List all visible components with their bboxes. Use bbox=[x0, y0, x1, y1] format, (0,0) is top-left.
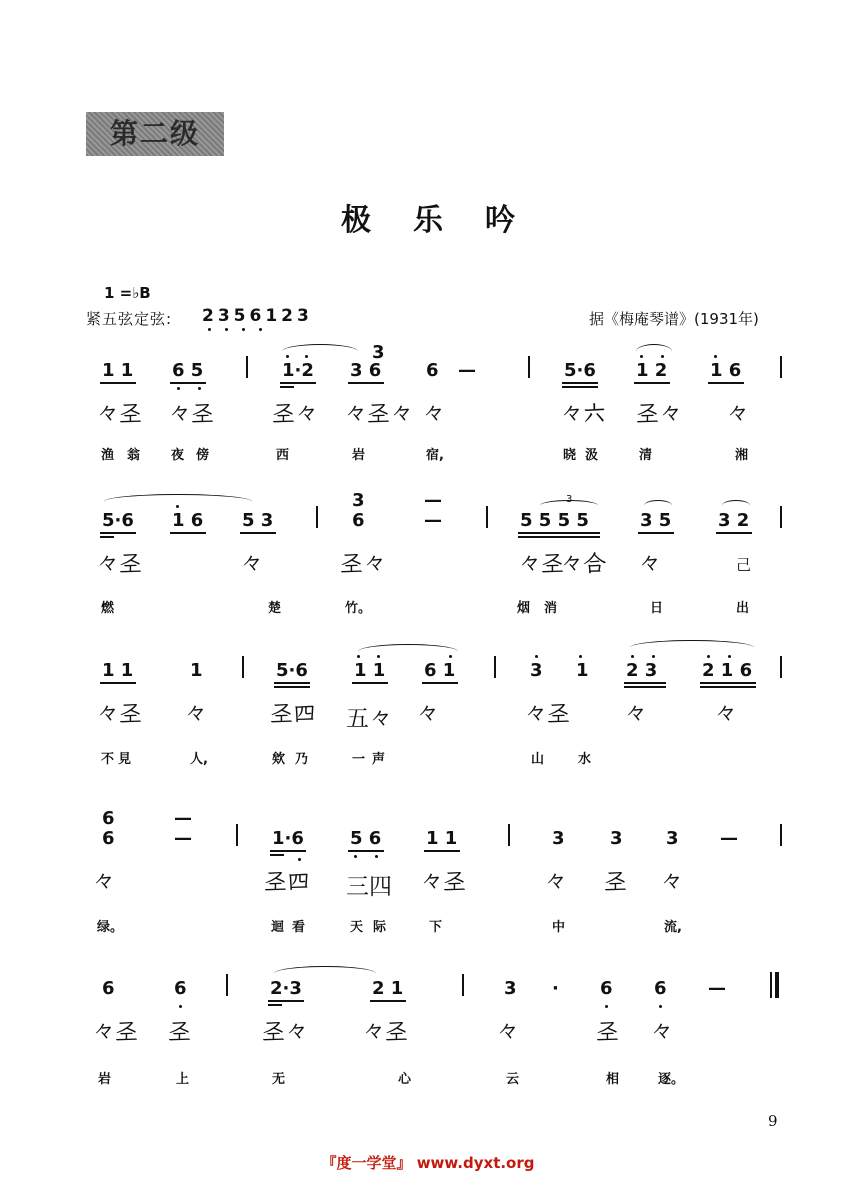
beam bbox=[348, 850, 384, 852]
note: 5 5 5 5 bbox=[520, 510, 589, 531]
note: 5 3 bbox=[242, 510, 274, 531]
octave-dot bbox=[179, 1005, 182, 1008]
beam bbox=[634, 382, 670, 384]
beam bbox=[274, 682, 310, 684]
tablature-glyph: 𢀖𠚤 bbox=[272, 401, 318, 427]
tablature-glyph: 𠚤 bbox=[240, 551, 263, 577]
note: — bbox=[174, 808, 192, 829]
lyric: 宿, bbox=[426, 448, 444, 463]
beam bbox=[100, 382, 136, 384]
lyric: 清 bbox=[639, 448, 653, 463]
tablature-glyph: 𠚤 bbox=[726, 401, 749, 427]
octave-dot bbox=[631, 655, 634, 658]
beam bbox=[370, 1000, 406, 1002]
note: 6 bbox=[102, 828, 115, 849]
slur bbox=[274, 966, 376, 981]
tablature-glyph: 𠚤𢀖 bbox=[362, 1019, 408, 1045]
lyric: 中 bbox=[552, 920, 566, 935]
beam bbox=[624, 686, 666, 688]
lyric: 水 bbox=[578, 752, 592, 767]
lyric: 心 bbox=[398, 1072, 412, 1087]
tablature-glyph: 𠚤 bbox=[496, 1019, 519, 1045]
beam bbox=[100, 532, 136, 534]
beam bbox=[270, 854, 284, 856]
octave-dot bbox=[259, 328, 262, 331]
octave-dot bbox=[298, 858, 301, 861]
tablature-glyph: 𢀖𠚤 bbox=[262, 1019, 308, 1045]
tablature-glyph: 𠚤𢀖𠚤 bbox=[344, 401, 413, 427]
bar-line bbox=[780, 656, 782, 678]
lyric: 下 bbox=[429, 920, 443, 935]
beam bbox=[270, 850, 306, 852]
tablature-glyph: 𠚤 bbox=[638, 551, 661, 577]
tablature-glyph: 𢀖𠚤 bbox=[636, 401, 682, 427]
note: 6 bbox=[102, 978, 115, 999]
note: 3 bbox=[666, 828, 679, 849]
note: 6 bbox=[426, 360, 439, 381]
octave-dot bbox=[198, 387, 201, 390]
note: — bbox=[458, 360, 476, 381]
note: 5·6 bbox=[276, 660, 308, 681]
beam bbox=[518, 532, 600, 534]
lyric: 湘 bbox=[735, 448, 749, 463]
lyric: 傍 bbox=[196, 448, 210, 463]
tablature-glyph: 𠚤 bbox=[422, 401, 445, 427]
note: 1 1 bbox=[426, 828, 458, 849]
lyric: 流, bbox=[664, 920, 682, 935]
lyric: 乃 bbox=[295, 752, 309, 767]
lyric: 不 bbox=[101, 752, 115, 767]
beam bbox=[170, 382, 206, 384]
note: 1·2 bbox=[282, 360, 314, 381]
lyric: 迴 bbox=[271, 920, 285, 935]
note: 1 1 bbox=[102, 360, 134, 381]
tablature-glyph: 𠚤 bbox=[92, 869, 115, 895]
tablature-glyph: 𠚤六 bbox=[560, 401, 606, 427]
note: — bbox=[720, 828, 738, 849]
beam bbox=[268, 1000, 304, 1002]
tablature-glyph: 𢀖𠚤 bbox=[340, 551, 386, 577]
lyric: 竹。 bbox=[345, 601, 372, 616]
octave-dot bbox=[728, 655, 731, 658]
lyric: 逐。 bbox=[658, 1072, 685, 1087]
beam bbox=[170, 532, 206, 534]
octave-dot bbox=[354, 855, 357, 858]
octave-dot bbox=[357, 655, 360, 658]
note: 3 bbox=[372, 342, 385, 363]
tablature-glyph: 三四 bbox=[346, 874, 392, 900]
slur bbox=[282, 344, 358, 359]
note: — bbox=[424, 490, 442, 511]
bar-line bbox=[780, 824, 782, 846]
note: 6 bbox=[174, 978, 187, 999]
beam bbox=[274, 686, 310, 688]
octave-dot bbox=[661, 355, 664, 358]
lyric: 绿。 bbox=[97, 920, 124, 935]
tablature-glyph: 𠚤𢀖 bbox=[96, 701, 142, 727]
octave-dot bbox=[305, 355, 308, 358]
tablature-glyph: 𠚤合 bbox=[560, 551, 606, 577]
note: 1 2 bbox=[636, 360, 668, 381]
lyric: 际 bbox=[373, 920, 387, 935]
beam bbox=[280, 382, 316, 384]
lyric: 汲 bbox=[585, 448, 599, 463]
bar-line bbox=[780, 506, 782, 528]
octave-dot bbox=[242, 328, 245, 331]
note: · bbox=[552, 978, 559, 999]
bar-line bbox=[780, 356, 782, 378]
bar-line bbox=[242, 656, 244, 678]
lyric: 声 bbox=[372, 752, 386, 767]
note: 1·6 bbox=[272, 828, 304, 849]
beam bbox=[424, 850, 460, 852]
beam bbox=[716, 532, 752, 534]
lyric: 見 bbox=[118, 752, 132, 767]
lyric: 夜 bbox=[171, 448, 185, 463]
note: 5·6 bbox=[102, 510, 134, 531]
tuning-label: 紧五弦定弦: bbox=[86, 310, 173, 328]
octave-dot bbox=[208, 328, 211, 331]
note: 6 1 bbox=[424, 660, 456, 681]
tablature-glyph: 𠚤 bbox=[544, 869, 567, 895]
note: 6 bbox=[102, 808, 115, 829]
site-watermark: 『度一学堂』 www.dyxt.org bbox=[321, 1154, 535, 1172]
slur bbox=[540, 500, 598, 511]
tablature-glyph: 己 bbox=[736, 556, 752, 574]
lyric: 人, bbox=[190, 752, 208, 767]
octave-dot bbox=[377, 655, 380, 658]
lyric: 燃 bbox=[101, 601, 115, 616]
octave-dot bbox=[640, 355, 643, 358]
octave-dot bbox=[449, 655, 452, 658]
bar-line bbox=[236, 824, 238, 846]
note: — bbox=[424, 510, 442, 531]
lyric: 一 bbox=[352, 752, 366, 767]
octave-dot bbox=[659, 1005, 662, 1008]
tablature-glyph: 𠚤𢀖 bbox=[420, 869, 466, 895]
note: 1 6 bbox=[172, 510, 204, 531]
note: — bbox=[708, 978, 726, 999]
note: 2 1 bbox=[372, 978, 404, 999]
note: 1 1 bbox=[354, 660, 386, 681]
beam bbox=[562, 382, 598, 384]
tablature-glyph: 𠚤𢀖 bbox=[96, 551, 142, 577]
beam bbox=[708, 382, 744, 384]
grade-badge: 第二级 bbox=[86, 112, 224, 156]
lyric: 翁 bbox=[127, 448, 141, 463]
triplet-mark: 3 bbox=[566, 494, 573, 505]
key-signature: 1 =♭B bbox=[104, 284, 151, 302]
note: 6 bbox=[600, 978, 613, 999]
tablature-glyph: 𠚤𢀖 bbox=[92, 1019, 138, 1045]
bar-line bbox=[226, 974, 228, 996]
octave-dot bbox=[605, 1005, 608, 1008]
beam bbox=[624, 682, 666, 684]
tuning-notes: 2356123 bbox=[202, 306, 313, 326]
bar-line bbox=[508, 824, 510, 846]
beam bbox=[638, 532, 674, 534]
octave-dot bbox=[286, 355, 289, 358]
tablature-glyph: 𠚤𢀖 bbox=[518, 551, 564, 577]
lyric: 渔 bbox=[101, 448, 115, 463]
octave-dot bbox=[375, 855, 378, 858]
tablature-glyph: 𠚤 bbox=[660, 869, 683, 895]
page-number: 9 bbox=[768, 1112, 778, 1130]
tablature-glyph: 𢀖 bbox=[168, 1019, 191, 1045]
note: 3 6 bbox=[350, 360, 382, 381]
piece-title: 极乐吟 bbox=[341, 203, 557, 238]
lyric: 云 bbox=[506, 1072, 520, 1087]
lyric: 相 bbox=[606, 1072, 620, 1087]
octave-dot bbox=[225, 328, 228, 331]
source-citation: 据《梅庵琴谱》(1931年) bbox=[589, 310, 759, 328]
note: 6 bbox=[654, 978, 667, 999]
tablature-glyph: 五𠚤 bbox=[346, 706, 392, 732]
note: 1 1 bbox=[102, 660, 134, 681]
octave-dot bbox=[535, 655, 538, 658]
note: 2 3 bbox=[626, 660, 658, 681]
slur bbox=[358, 644, 458, 659]
tablature-glyph: 𢀖四 bbox=[264, 869, 310, 895]
note: 3 bbox=[552, 828, 565, 849]
slur bbox=[644, 500, 672, 511]
bar-line bbox=[462, 974, 464, 996]
lyric: 看 bbox=[292, 920, 306, 935]
note: 5·6 bbox=[564, 360, 596, 381]
lyric: 无 bbox=[272, 1072, 286, 1087]
beam bbox=[700, 682, 756, 684]
beam bbox=[280, 386, 294, 388]
lyric: 岩 bbox=[98, 1072, 112, 1087]
bar-line bbox=[528, 356, 530, 378]
lyric: 日 bbox=[650, 601, 664, 616]
tablature-glyph: 𠚤𢀖 bbox=[168, 401, 214, 427]
lyric: 晓 bbox=[563, 448, 577, 463]
note: 1 bbox=[190, 660, 203, 681]
lyric: 消 bbox=[544, 601, 558, 616]
final-bar-thin bbox=[770, 972, 772, 998]
beam bbox=[268, 1004, 282, 1006]
tablature-glyph: 𠚤 bbox=[714, 701, 737, 727]
beam bbox=[700, 686, 756, 688]
note: 3 bbox=[352, 490, 365, 511]
tablature-glyph: 𠚤 bbox=[624, 701, 647, 727]
tablature-glyph: 𠚤 bbox=[416, 701, 439, 727]
beam bbox=[422, 682, 458, 684]
tablature-glyph: 𠚤𢀖 bbox=[524, 701, 570, 727]
octave-dot bbox=[714, 355, 717, 358]
beam bbox=[100, 536, 114, 538]
note: 5 6 bbox=[350, 828, 382, 849]
tablature-glyph: 𢀖 bbox=[596, 1019, 619, 1045]
tablature-glyph: 𠚤𢀖 bbox=[96, 401, 142, 427]
note: 6 bbox=[352, 510, 365, 531]
final-bar-thick bbox=[775, 972, 779, 998]
beam bbox=[100, 682, 136, 684]
lyric: 出 bbox=[736, 601, 750, 616]
bar-line bbox=[494, 656, 496, 678]
tablature-glyph: 𠚤 bbox=[184, 701, 207, 727]
note: 2 1 6 bbox=[702, 660, 753, 681]
beam bbox=[240, 532, 276, 534]
tablature-glyph: 𠚤 bbox=[650, 1019, 673, 1045]
octave-dot bbox=[579, 655, 582, 658]
note: 1 6 bbox=[710, 360, 742, 381]
octave-dot bbox=[177, 387, 180, 390]
note: 1 bbox=[576, 660, 589, 681]
lyric: 天 bbox=[350, 920, 364, 935]
slur bbox=[722, 500, 750, 511]
note: 3 5 bbox=[640, 510, 672, 531]
beam bbox=[352, 682, 388, 684]
note: 3 bbox=[504, 978, 517, 999]
lyric: 上 bbox=[176, 1072, 190, 1087]
note: — bbox=[174, 828, 192, 849]
lyric: 山 bbox=[531, 752, 545, 767]
note: 2·3 bbox=[270, 978, 302, 999]
beam bbox=[348, 382, 384, 384]
note: 3 2 bbox=[718, 510, 750, 531]
lyric: 西 bbox=[276, 448, 290, 463]
octave-dot bbox=[176, 505, 179, 508]
octave-dot bbox=[707, 655, 710, 658]
note: 3 bbox=[610, 828, 623, 849]
tablature-glyph: 𢀖 bbox=[604, 869, 627, 895]
tablature-glyph: 𢀖四 bbox=[270, 701, 316, 727]
lyric: 岩 bbox=[352, 448, 366, 463]
beam bbox=[562, 386, 598, 388]
lyric: 烟 bbox=[517, 601, 531, 616]
lyric: 欸 bbox=[272, 752, 286, 767]
note: 3 bbox=[530, 660, 543, 681]
note: 6 5 bbox=[172, 360, 204, 381]
beam bbox=[518, 536, 600, 538]
slur bbox=[630, 640, 754, 655]
octave-dot bbox=[652, 655, 655, 658]
bar-line bbox=[246, 356, 248, 378]
lyric: 楚 bbox=[268, 601, 282, 616]
bar-line bbox=[486, 506, 488, 528]
bar-line bbox=[316, 506, 318, 528]
